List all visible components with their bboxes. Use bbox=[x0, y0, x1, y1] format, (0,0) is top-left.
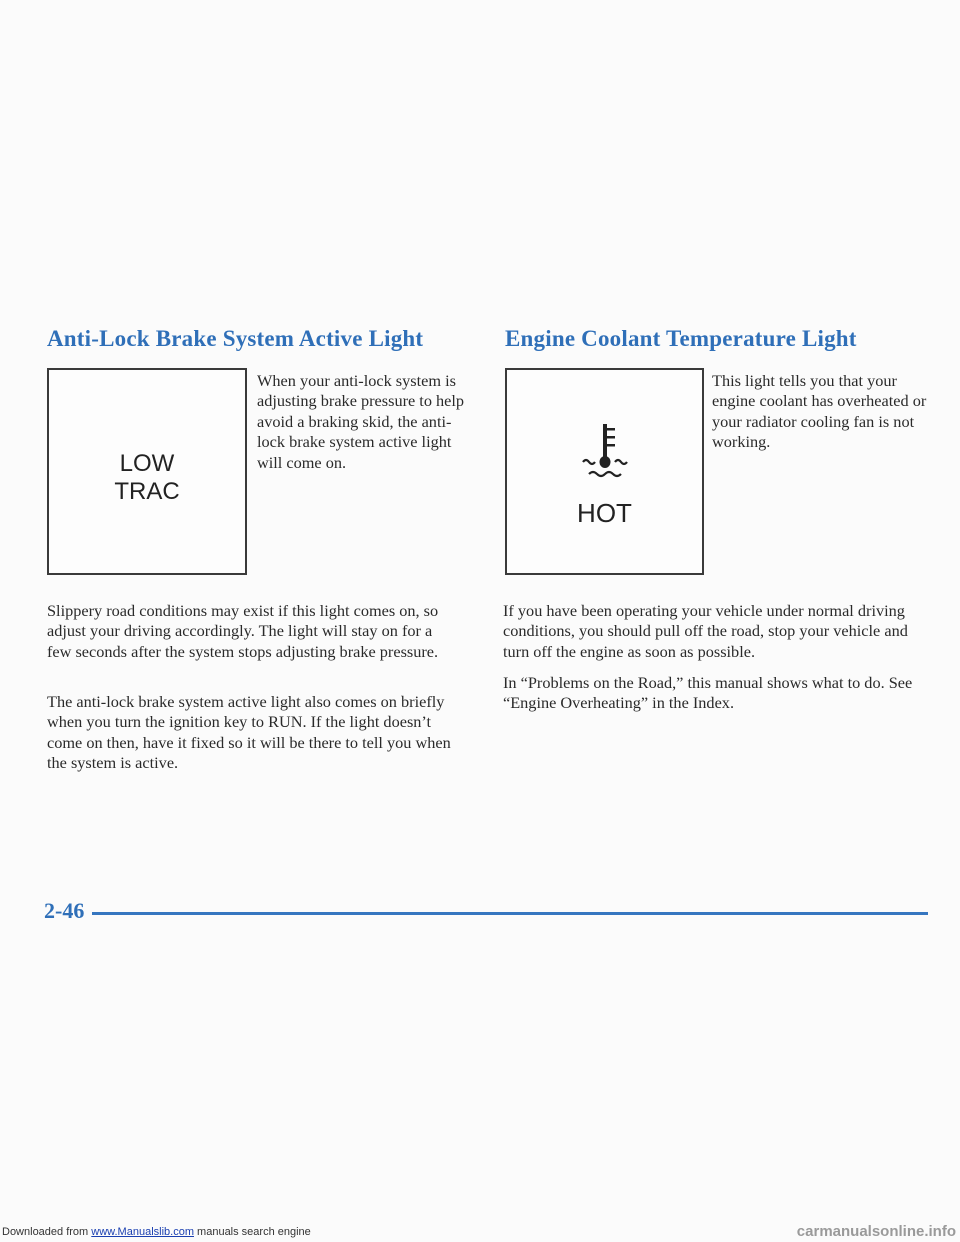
download-credit bbox=[2, 1222, 311, 1242]
hot-label: HOT bbox=[577, 498, 632, 528]
watermark: carmanualsonline.info bbox=[796, 1223, 956, 1240]
coolant-side-text: This light tells you that your engine coolant has overheated or your radiator cooling fan is not working. bbox=[712, 371, 927, 452]
download-prefix: Downloaded from bbox=[2, 1226, 89, 1238]
download-bar bbox=[0, 1222, 960, 1242]
low-trac-line2: TRAC bbox=[114, 478, 180, 505]
hot-indicator bbox=[505, 368, 704, 575]
low-trac-indicator bbox=[47, 368, 247, 575]
abs-section-title: Anti-Lock Brake System Active Light bbox=[47, 326, 424, 351]
abs-paragraph-2: The anti-lock brake system active light also comes on briefly when you turn the ignition key to RUN. If the light doesn’t come on then, have it fixed so it will be there to tell you when the system is active. bbox=[47, 692, 451, 773]
coolant-section-title: Engine Coolant Temperature Light bbox=[505, 326, 857, 351]
abs-side-text: When your anti-lock system is adjusting brake pressure to help avoid a braking skid, the anti-lock brake system active light will come on. bbox=[257, 371, 465, 472]
coolant-paragraph-2: In “Problems on the Road,” this manual shows what to do. See “Engine Overheating” in the Index. bbox=[503, 673, 913, 713]
manualslib-link[interactable]: www.Manualslib.com bbox=[91, 1226, 194, 1238]
coolant-temperature-icon bbox=[577, 422, 633, 482]
abs-paragraph-1: Slippery road conditions may exist if this light comes on, so adjust your driving accordingly. The light will stay on for a few seconds after the system stops adjusting brake pressure. bbox=[47, 601, 439, 661]
low-trac-line1: LOW bbox=[119, 450, 175, 477]
page-number: 2-46 bbox=[44, 898, 85, 923]
coolant-paragraph-1: If you have been operating your vehicle under normal driving conditions, you should pull off the road, stop your vehicle and turn off the engine as soon as possible. bbox=[503, 601, 908, 661]
low-trac-label bbox=[49, 450, 245, 506]
footer-rule bbox=[92, 912, 928, 915]
download-suffix: manuals search engine bbox=[197, 1226, 311, 1238]
